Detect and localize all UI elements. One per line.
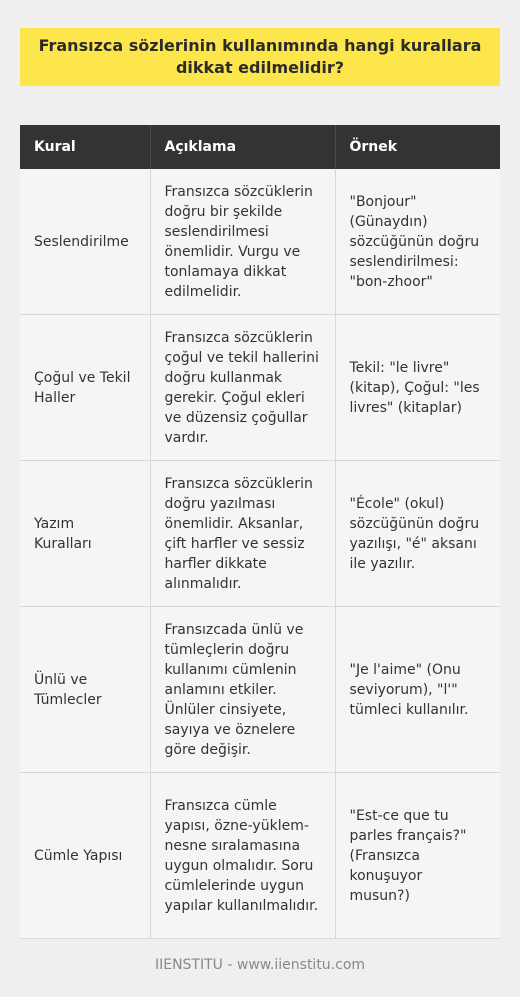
- cell-rule: Çoğul ve Tekil Haller: [20, 315, 150, 461]
- cell-description: Fransızca cümle yapısı, özne-yüklem-nesne sıralamasına uygun olmalıdır. Soru cümlelerinde uygun yapılar kullanılmalıdır.: [150, 773, 335, 939]
- cell-rule: Ünlü ve Tümlecler: [20, 607, 150, 773]
- cell-rule: Seslendirilme: [20, 169, 150, 315]
- table-row: [20, 607, 500, 773]
- column-header-rule: Kural: [20, 125, 150, 169]
- cell-example: Tekil: "le livre" (kitap), Çoğul: "les livres" (kitaplar): [335, 315, 500, 461]
- rules-table: [20, 125, 500, 939]
- cell-rule: Cümle Yapısı: [20, 773, 150, 939]
- cell-example: "Je l'aime" (Onu seviyorum), "l'" tümleci kullanılır.: [335, 607, 500, 773]
- table-header-row: [20, 125, 500, 169]
- page-title: Fransızca sözlerinin kullanımında hangi kurallara dikkat edilmelidir?: [38, 36, 482, 77]
- table-row: [20, 315, 500, 461]
- cell-rule: Yazım Kuralları: [20, 461, 150, 607]
- column-header-description: Açıklama: [150, 125, 335, 169]
- cell-description: Fransızca sözcüklerin doğru yazılması önemlidir. Aksanlar, çift harfler ve sessiz harfler dikkate alınmalıdır.: [150, 461, 335, 607]
- cell-description: Fransızca sözcüklerin çoğul ve tekil hallerini doğru kullanmak gerekir. Çoğul ekleri ve düzensiz çoğullar vardır.: [150, 315, 335, 461]
- table-row: [20, 169, 500, 315]
- cell-description: Fransızcada ünlü ve tümleçlerin doğru kullanımı cümlenin anlamını etkiler. Ünlüler cinsiyete, sayıya ve öznelere göre değişir.: [150, 607, 335, 773]
- table-row: [20, 773, 500, 939]
- cell-example: "Est-ce que tu parles français?" (Fransızca konuşuyor musun?): [335, 773, 500, 939]
- table-row: [20, 461, 500, 607]
- column-header-example: Örnek: [335, 125, 500, 169]
- title-banner: [20, 28, 500, 86]
- cell-description: Fransızca sözcüklerin doğru bir şekilde seslendirilmesi önemlidir. Vurgu ve tonlamaya dikkat edilmelidir.: [150, 169, 335, 315]
- cell-example: "École" (okul) sözcüğünün doğru yazılışı, "é" aksanı ile yazılır.: [335, 461, 500, 607]
- footer-credit: IIENSTITU - www.iienstitu.com: [154, 957, 366, 973]
- cell-example: "Bonjour" (Günaydın) sözcüğünün doğru seslendirilmesi: "bon-zhoor": [335, 169, 500, 315]
